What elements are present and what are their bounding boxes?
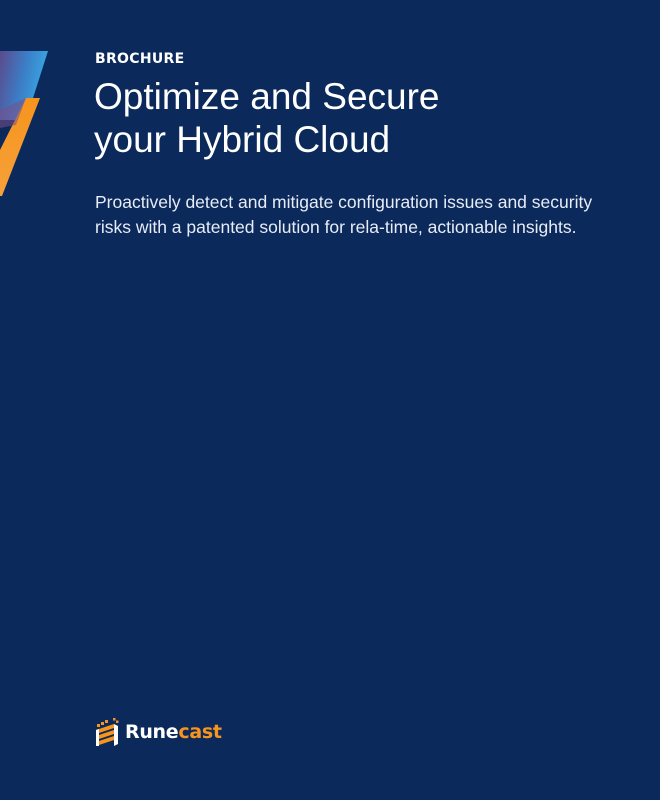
title-line-1: Optimize and Secure xyxy=(94,76,440,117)
eyebrow-label: BROCHURE xyxy=(95,51,185,67)
logo-wordmark xyxy=(125,718,222,746)
title-line-2: your Hybrid Cloud xyxy=(94,119,391,160)
logo-word-cast: cast xyxy=(178,721,222,743)
runecast-logo-icon xyxy=(94,718,120,746)
page-title xyxy=(94,75,634,161)
description-line-1: Proactively detect and mitigate configuration issues and security xyxy=(95,192,593,212)
description-line-2: risks with a patented solution for rela-time, actionable insights. xyxy=(95,217,577,237)
description-text xyxy=(95,190,635,240)
runecast-logo xyxy=(94,717,222,747)
logo-word-rune: Rune xyxy=(125,721,179,743)
lightning-accent-graphic xyxy=(0,0,60,200)
